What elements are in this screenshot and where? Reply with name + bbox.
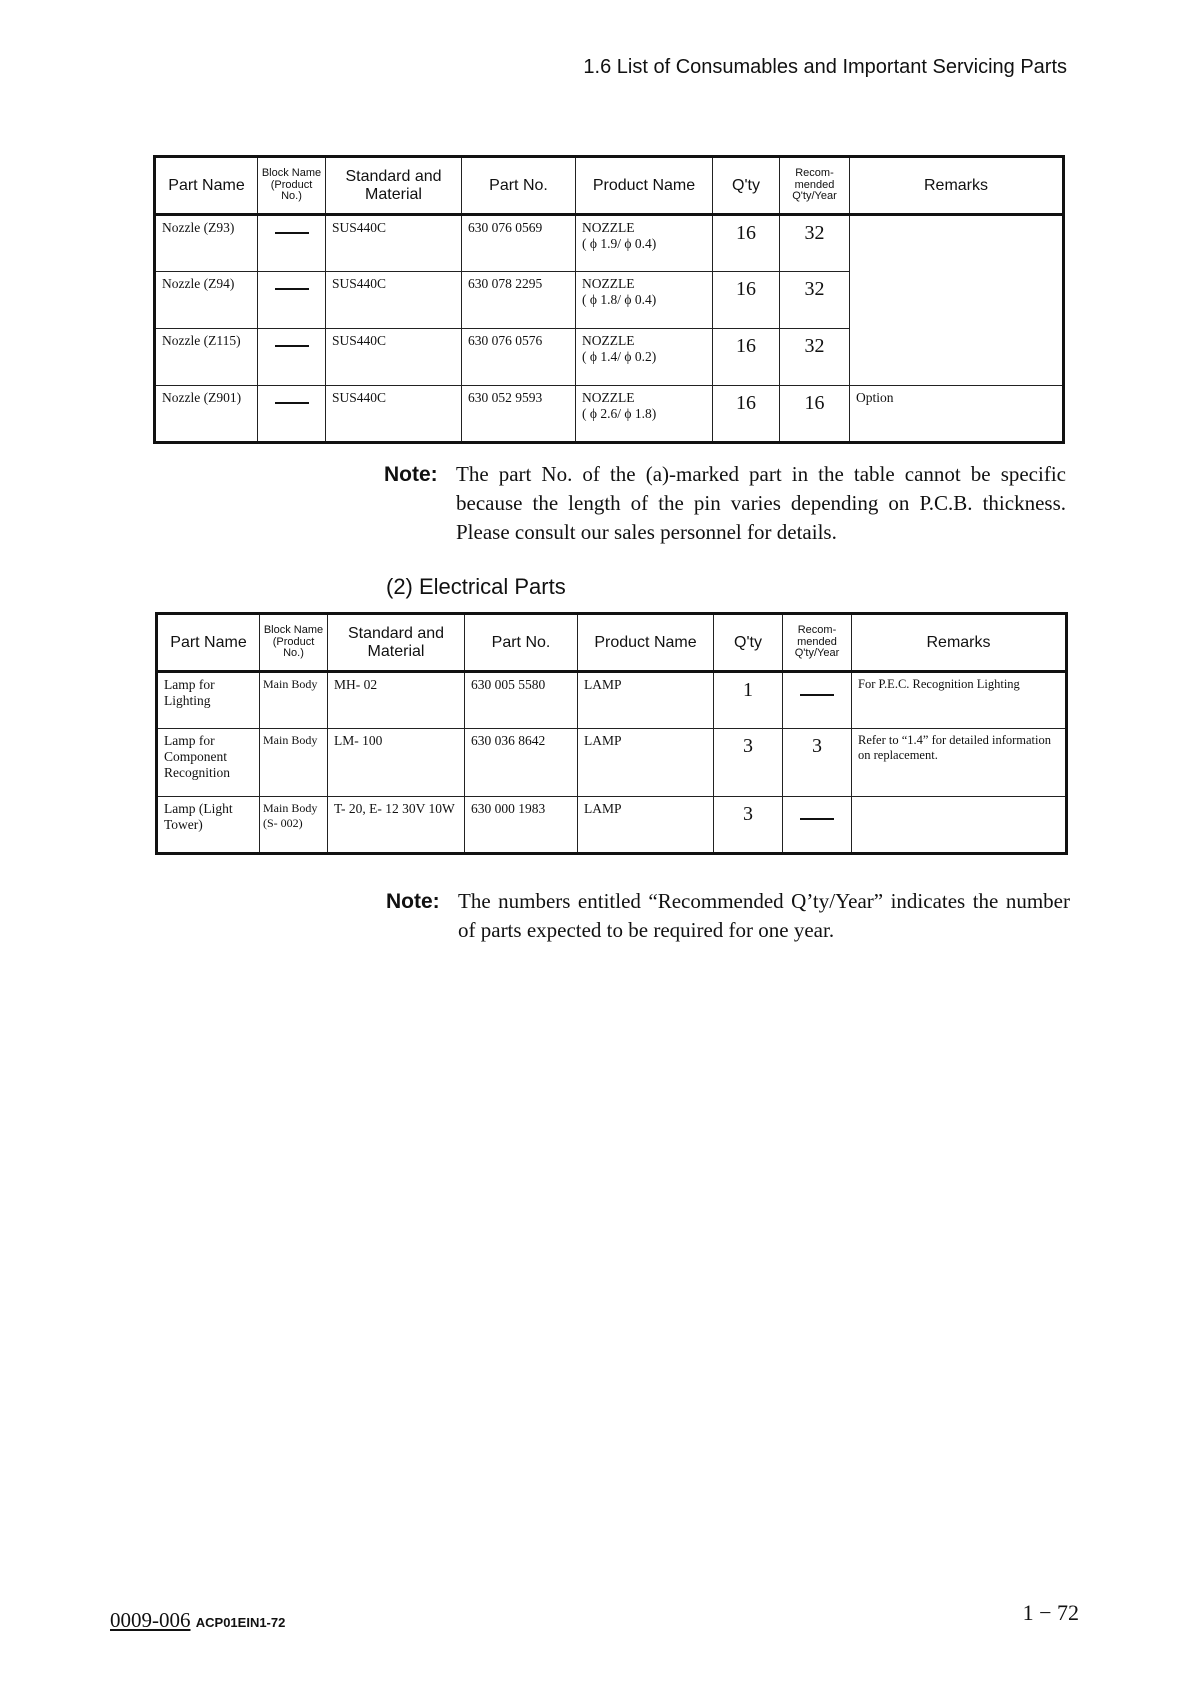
part-name-cell: Nozzle (Z115) [155, 329, 258, 386]
dash-mark [800, 818, 834, 820]
col-qty: Q'ty [713, 157, 780, 215]
col-remarks: Remarks [852, 614, 1067, 672]
col-standard: Standard and Material [328, 614, 465, 672]
qty-cell: 16 [713, 329, 780, 386]
recommended-cell: 32 [780, 215, 850, 272]
col-part-name: Part Name [157, 614, 260, 672]
note-text: The numbers entitled “Recommended Q’ty/Year” indicates the number of parts expected to be required for one year. [458, 889, 1070, 942]
product-name-cell [576, 329, 713, 386]
recommended-cell: 32 [780, 272, 850, 329]
remarks-cell [850, 215, 1064, 386]
recommended-cell [783, 672, 852, 729]
standard-cell: SUS440C [326, 386, 462, 443]
col-part-no: Part No. [465, 614, 578, 672]
table-row [155, 386, 1064, 443]
dash-mark [275, 232, 309, 234]
standard-cell: SUS440C [326, 215, 462, 272]
note-label: Note: [386, 890, 440, 913]
table-row [157, 729, 1067, 797]
dash-mark [275, 345, 309, 347]
standard-cell: T- 20, E- 12 30V 10W [328, 797, 465, 854]
table-row [157, 672, 1067, 729]
table-row [157, 797, 1067, 854]
page-header: 1.6 List of Consumables and Important Servicing Parts [583, 56, 1067, 78]
section-title: (2) Electrical Parts [386, 574, 566, 599]
product-name: NOZZLE [582, 333, 635, 348]
product-name: NOZZLE [582, 390, 635, 405]
qty-cell: 16 [713, 386, 780, 443]
remarks-cell [852, 797, 1067, 854]
part-name-cell: Lamp for Component Recognition [157, 729, 260, 797]
product-name-cell [576, 215, 713, 272]
qty-cell: 3 [714, 729, 783, 797]
note-label: Note: [384, 463, 438, 486]
qty-cell: 16 [713, 272, 780, 329]
part-name-cell: Nozzle (Z901) [155, 386, 258, 443]
part-name-cell: Lamp for Lighting [157, 672, 260, 729]
remarks-cell: Option [850, 386, 1064, 443]
block-name-cell [258, 215, 326, 272]
block-name-cell [258, 272, 326, 329]
part-no-cell: 630 036 8642 [465, 729, 578, 797]
qty-cell: 16 [713, 215, 780, 272]
product-spec: ( ϕ 2.6/ ϕ 1.8) [582, 406, 657, 421]
product-spec: ( ϕ 1.8/ ϕ 0.4) [582, 292, 657, 307]
part-no-cell: 630 076 0576 [462, 329, 576, 386]
qty-cell: 1 [714, 672, 783, 729]
part-no-cell: 630 000 1983 [465, 797, 578, 854]
standard-cell: MH- 02 [328, 672, 465, 729]
recommended-cell: 3 [783, 729, 852, 797]
col-recommended: Recom- mended Q'ty/Year [783, 614, 852, 672]
doc-code: ACP01EIN1-72 [195, 1615, 286, 1630]
recommended-cell [783, 797, 852, 854]
product-name-cell: LAMP [578, 797, 714, 854]
electrical-parts-table [155, 612, 1068, 855]
dash-mark [800, 694, 834, 696]
note-text: The part No. of the (a)-marked part in the table cannot be specific because the length of the pin varies depending on P.C.B. thickness. Please consult our sales personnel for details. [456, 462, 1066, 544]
product-name-cell [576, 272, 713, 329]
col-remarks: Remarks [850, 157, 1064, 215]
product-name: NOZZLE [582, 276, 635, 291]
part-no-cell: 630 076 0569 [462, 215, 576, 272]
product-name-cell: LAMP [578, 672, 714, 729]
block-name-cell [258, 329, 326, 386]
recommended-cell: 32 [780, 329, 850, 386]
note-2 [386, 887, 1070, 945]
block-name-cell: Main Body (S- 002) [260, 797, 328, 854]
part-name-cell: Nozzle (Z93) [155, 215, 258, 272]
part-name-cell: Lamp (Light Tower) [157, 797, 260, 854]
col-product-name: Product Name [576, 157, 713, 215]
qty-cell: 3 [714, 797, 783, 854]
product-spec: ( ϕ 1.4/ ϕ 0.2) [582, 349, 657, 364]
dash-mark [275, 402, 309, 404]
standard-cell: LM- 100 [328, 729, 465, 797]
col-recommended: Recom- mended Q'ty/Year [780, 157, 850, 215]
col-standard: Standard and Material [326, 157, 462, 215]
product-name: NOZZLE [582, 220, 635, 235]
product-spec: ( ϕ 1.9/ ϕ 0.4) [582, 236, 657, 251]
block-name-cell: Main Body [260, 729, 328, 797]
part-no-cell: 630 078 2295 [462, 272, 576, 329]
standard-cell: SUS440C [326, 329, 462, 386]
col-product-name: Product Name [578, 614, 714, 672]
remarks-cell: Refer to “1.4” for detailed information on replacement. [852, 729, 1067, 797]
dash-mark [275, 288, 309, 290]
col-block-name: Block Name (Product No.) [258, 157, 326, 215]
footer-doc-id [110, 1608, 285, 1633]
col-part-no: Part No. [462, 157, 576, 215]
block-name-cell [258, 386, 326, 443]
product-name-cell: LAMP [578, 729, 714, 797]
block-name-cell: Main Body [260, 672, 328, 729]
note-1 [384, 460, 1066, 547]
col-block-name: Block Name (Product No.) [260, 614, 328, 672]
page-number: 1 − 72 [1022, 1600, 1079, 1625]
doc-number: 0009-006 [110, 1608, 191, 1632]
part-name-cell: Nozzle (Z94) [155, 272, 258, 329]
mechanical-parts-table [153, 155, 1065, 444]
product-name-cell [576, 386, 713, 443]
col-qty: Q'ty [714, 614, 783, 672]
standard-cell: SUS440C [326, 272, 462, 329]
table-row [155, 215, 1064, 272]
col-part-name: Part Name [155, 157, 258, 215]
remarks-cell: For P.E.C. Recognition Lighting [852, 672, 1067, 729]
part-no-cell: 630 052 9593 [462, 386, 576, 443]
part-no-cell: 630 005 5580 [465, 672, 578, 729]
recommended-cell: 16 [780, 386, 850, 443]
